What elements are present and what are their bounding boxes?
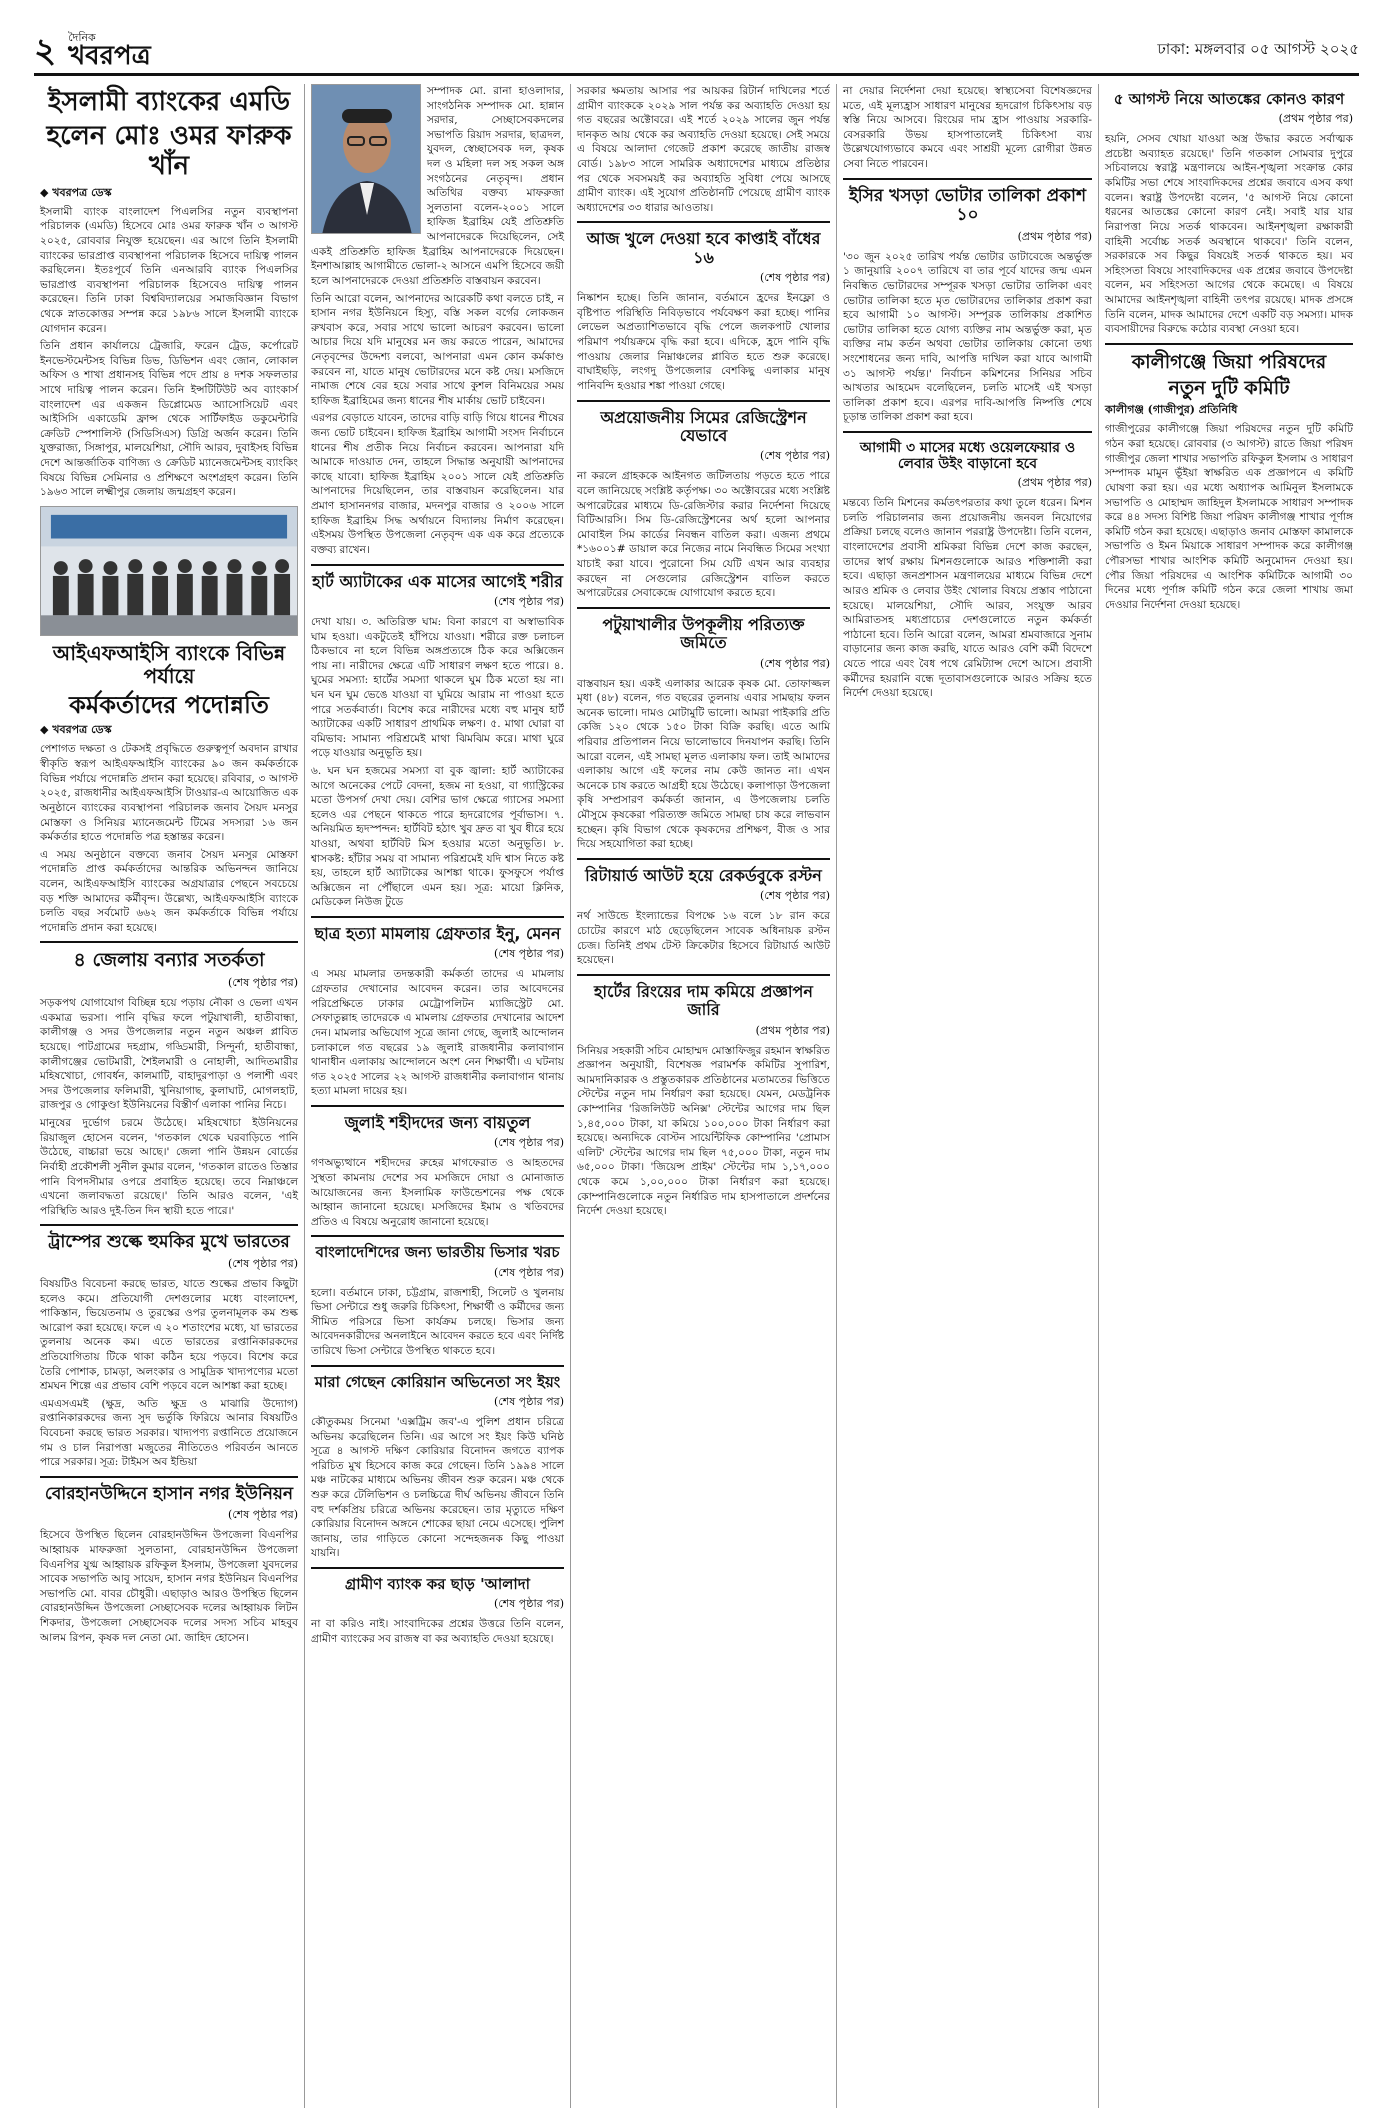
- masthead: [34, 28, 1359, 76]
- story-kaliganj-headline-1: কালীগঞ্জে জিয়া পরিষদের: [1131, 350, 1327, 373]
- story-ific: [40, 642, 298, 936]
- story-md-body-1: ইসলামী ব্যাংক বাংলাদেশ পিএলসির নতুন ব্যবস্থাপনা পরিচালক (এমডি) হিসেবে মোঃ ওমর ফারুক খাঁন ৩ আগস্ট ২০২৫, রোববার নিযুক্ত হয়েছেন। এর আগে তিনি ইসলামী ব্যাংকের ভারপ্রাপ্ত ব্যবস্থাপনা পরিচালক হিসেবে দায়িত্ব পালন করছিলেন। ইতঃপূর্বে তিনি এনআরবি ব্যাংক পিএলসির ভারপ্রাপ্ত ব্যবস্থাপনা পরিচালক হিসেবেও দায়িত্ব পালন করেছেন। তিনি ঢাকা বিশ্ববিদ্যালয়ের সমাজবিজ্ঞান বিভাগ থেকে স্নাতকোত্তর সম্পন্ন করে ১৯৮৬ সালে ইসলামী ব্যাংকে যোগদান করেন।: [40, 205, 298, 335]
- story-patuakhali: [577, 607, 830, 852]
- story-patuakhali-body-1: বাস্তবায়ন হয়। একই এলাকার আরেক কৃষক মো. তোফাজ্জল মৃধা (৪৮) বলেন, গত বছরের তুলনায় এবার সামছায় ফলন অনেক ভালো। দামও মোটামুটি ভালো। আমরা পাইকারি প্রতি কেজি ১২০ থেকে ১৫০ টাকা বিক্রি করছি। এতে আমি পরিবার প্রতিপালন নিয়ে ভালোভাবে দিনযাপন করছি। তিনি আরো বলেন, এই সামছা মূলত এলাকায় ফল। তাই আমাদের এলাকায় আগে এই ফলের নাম কেউ জানত না। এখন অনেকে চাষ করতে আগ্রহী হয়ে উঠেছে। কলাপাড়া উপজেলা কৃষি সম্প্রসারণ কর্মকর্তা জানান, এ উপজেলায় চলতি মৌসুমে কৃষকেরা পরিত্যক্ত জমিতে সামছা চাষ করে লাভবান হচ্ছেন। কৃষি বিভাগ থেকে কৃষকদের প্রশিক্ষণ, বীজ ও সার দিয়ে সহযোগিতা করা হচ্ছে।: [577, 677, 830, 851]
- story-flood: [40, 941, 298, 1218]
- story-mission-body-1: মন্তব্যে তিনি মিশনের কর্মতৎপরতার কথা তুলে ধরেন। মিশন চলতি পরিচালনার জন্য প্রয়োজনীয় জনবল নিয়োগের প্রক্রিয়া চলছে বলেও জানান পররাষ্ট্র উপদেষ্টা। তিনি বলেন, বাংলাদেশের প্রবাসী শ্রমিকরা বিভিন্ন দেশে কাজ করছেন, তাদের স্বার্থ রক্ষায় মিশনগুলোকে আরও শক্তিশালী করা হবে। এছাড়া জনপ্রশাসন মন্ত্রণালয়ের মাধ্যমে বিভিন্ন দেশে আরও শ্রমিক ও লেবার উইং খোলার বিষয়ে প্রস্তাব পাঠানো হয়েছে। মালয়েশিয়া, সৌদি আরব, সংযুক্ত আরব আমিরাতসহ মধ্যপ্রাচ্যের দেশগুলোতে নতুন কর্মকর্তা পাঠানো হবে। তিনি আরো বলেন, আমরা শ্রমবাজারে সুনাম বাড়ানোর জন্য কাজ করছি, যাতে আরও বেশি কর্মী বিদেশে যেতে পারে এবং বৈধ পথে রেমিট্যান্স দেশে আসে। প্রবাসী কর্মীদের হয়রানি বন্ধে দূতাবাসগুলোকে আরও সক্রিয় হতে নির্দেশ দেওয়া হয়েছে।: [843, 497, 1092, 700]
- story-korea-body-1: কৌতুকময় সিনেমা 'এক্সট্রিম জব'-এ পুলিশ প্রধান চরিত্রে অভিনয় করেছিলেন তিনি। এর আগে সং ইয়ং কিউ ঘনিষ্ঠ সূত্রে ৪ আগস্ট দক্ষিণ কোরিয়ার বিনোদন জগতে ব্যাপক পরিচিত মুখ হিসেবে কাজ করে গেছেন। তিনি ১৯৯৪ সালে মঞ্চ নাটকের মাধ্যমে অভিনয় জীবন শুরু করেন। মঞ্চ থেকে শুরু করে টেলিভিশন ও চলচ্চিত্রে দীর্ঘ অভিনয় জীবনে তিনি বহু দর্শকপ্রিয় চরিত্রে অভিনয় করেছেন। তার মৃত্যুতে দক্ষিণ কোরিয়ার বিনোদন অঙ্গনে শোকের ছায়া নেমে এসেছে। পুলিশ জানায়, তার গাড়িতে কোনো সন্দেহজনক কিছু পাওয়া যায়নি।: [311, 1415, 564, 1560]
- story-trump-headline: ট্রাম্পের শুল্কে হুমকির মুখে ভারতের: [48, 1232, 290, 1253]
- story-md-byline: ◆ খবরপত্র ডেস্ক: [40, 185, 112, 199]
- story-aug5: [1105, 84, 1353, 337]
- story-aug5-headline: ৫ আগস্ট নিয়ে আতঙ্কের কোনও কারণ: [1113, 90, 1345, 108]
- story-inu: [311, 916, 564, 1099]
- story-retired: [577, 858, 830, 968]
- story-sim-body-1: না করলে গ্রাহককে আইনগত জটিলতায় পড়তে হতে পারে বলে জানিয়েছে সংশ্লিষ্ট কর্তৃপক্ষ। ৩০ অক্টোবরের মধ্যে সংশ্লিষ্ট অপারেটরের মাধ্যমে ডি-রেজিস্টার করার নির্দেশনা দিয়েছে বিটিআরসি। সিম ডি-রেজিস্ট্রেশনের অর্থ হলো আপনার মোবাইল সিম কার্ডের নিবন্ধন বাতিল করা। এজন্য প্রথমে *১৬০০১# ডায়াল করে নিজের নামে নিবন্ধিত সিমের সংখ্যা যাচাই করা যাবে। পুরোনো সিম যেটি এখন আর ব্যবহার করছেন না সেগুলোর রেজিস্ট্রেশন বাতিল করতে অপারেটরের সেবাকেন্দ্রে যোগাযোগ করতে হবে।: [577, 470, 830, 600]
- story-grameen-cont: (শেষ পৃষ্ঠার পর): [493, 1597, 564, 1611]
- masthead-left: [34, 32, 151, 69]
- column-3: [570, 84, 836, 2108]
- story-inu-headline: ছাত্র হত্যা মামলায় গ্রেফতার ইনু, মেনন: [314, 924, 561, 944]
- story-ific-byline: ◆ খবরপত্র ডেস্ক: [40, 723, 112, 737]
- story-retired-body-1: নর্থ সাউন্ডে ইংল্যান্ডের বিপক্ষে ১৬ বলে ১৮ রান করে চোটের কারণে মাঠ ছেড়েছিলেন সাবেক অধিনায়ক রস্টন চেজ। তিনিই প্রথম টেস্ট ক্রিকেটার হিসেবে রিটায়ার্ড আউট হয়েছেন।: [577, 910, 830, 967]
- story-ific-body-2: এ সময় অনুষ্ঠানে বক্তব্যে জনাব সৈয়দ মনসুর মোস্তফা পদোন্নতি প্রাপ্ত কর্মকর্তাদের আন্তরিক অভিনন্দন জানিয়ে বলেন, আইএফআইসি ব্যাংকের অগ্রযাত্রার পেছনে সবচেয়ে বড় শক্তি আমাদের কর্মীবৃন্দ। উল্লেখ্য, আইএফআইসি ব্যাংকে চলতি বছর সর্বমোট ৬৬২ জন কর্মকর্তাকে বিভিন্ন পর্যায়ে পদোন্নতি প্রদান করা হয়েছে।: [40, 848, 298, 934]
- story-md: [34, 88, 304, 500]
- story-mission-headline: আগামী ৩ মাসের মধ্যে ওয়েলফেয়ার ও লেবার উইং বাড়ানো হবে: [859, 440, 1076, 473]
- story-voter-cont: (প্রথম পৃষ্ঠার পর): [1017, 229, 1092, 243]
- story-voter-body-1: '৩০ জুন ২০২৫ তারিখ পর্যন্ত ভোটার ডাটাবেজে অন্তর্ভুক্ত ১ জানুয়ারি ২০০৭ তারিখে বা তার পূর্বে যাদের জন্ম এমন নিবন্ধিত ভোটারদের সম্পূরক খসড়া ভোটার তালিকা এবং ভোটার তালিকা হতে মৃত ভোটারদের তালিকার প্রকাশ করা হবে আগামী ১০ আগস্ট। সম্পূরক তালিকায় প্রকাশিত ভোটার তালিকা হতে যোগ্য ব্যক্তির নাম অন্তর্ভুক্ত করা, মৃত ব্যক্তির নাম কর্তন অথবা ভোটার তালিকায় কোনো তথ্য সংশোধনের জন্য দাবি, আপত্তি দাখিল করা যাবে আগামী ৩১ আগস্ট পর্যন্ত।' নির্বাচন কমিশনের সিনিয়র সচিব আখতার আহমেদ বলেছিলেন, চলতি মাসেই এই খসড়া তালিকা প্রকাশ হবে। এরপর দাবি-আপত্তি নিষ্পত্তি শেষে চূড়ান্ত তালিকা প্রকাশ করা হবে।: [843, 250, 1092, 424]
- ific-group-photo: [40, 506, 298, 636]
- story-heart-body-1: দেখা যায়। ৩. অতিরিক্ত ঘাম: বিনা কারণে বা অস্বাভাবিক ঘাম হওয়া। একটুতেই হাঁপিয়ে যাওয়া। শরীরে রক্ত চলাচল ঠিকভাবে না হলে বিভিন্ন অঙ্গপ্রত্যঙ্গে ঠিক করে অক্সিজেন পায় না। নারীদের ক্ষেত্রে এটি সাধারণ লক্ষণ হতে পারে। ৪. ঘুমের সমস্যা: হার্টের সমস্যা থাকলে ঘুম ঠিক মতো হয় না। ঘন ঘন ঘুম ভেঙে যাওয়া বা ঘুমিয়ে আরাম না পাওয়া হতে পারে সতর্কবার্তা। বিশেষ করে নারীদের মধ্যে বহু মানুষ হার্ট অ্যাটাকের একটি সাধারণ প্রাথমিক লক্ষণ। ৫. মাথা ঘোরা বা বমিভাব: সামান্য পরিশ্রমেই মাথা ঝিমঝিম করে। মাথা ঘুরে পড়ে যাওয়ার অনুভূতি হয়।: [311, 615, 564, 760]
- story-sim: [577, 400, 830, 601]
- story-borhan: [40, 1476, 298, 1645]
- dateline: ঢাকা: মঙ্গলবার ০৫ আগস্ট ২০২৫: [1157, 40, 1359, 58]
- story-heart-headline: হার্ট অ্যাটাকের এক মাসের আগেই শরীর: [312, 571, 563, 591]
- col2-body-3: এরপর বেড়াতে যাবেন, তাদের বাড়ি বাড়ি গিয়ে ধানের শীষের জন্য ভোট চাইবেন। হাফিজ ইব্রাহিম আগামী সংসদ নির্বাচনে ধানের শীষ প্রতীক নিয়ে নির্বাচন করবেন। আপনারা যদি আমাকে দাওয়াত দেন, তাহলে সিদ্ধান্ত অনুযায়ী আপনাদের কাছে যাবো। হাফিজ ইব্রাহিম ২০০১ সালে যেই প্রতিশ্রুতি আপনাদের দিয়েছিলেন, তার বাস্তবায়ন করেছিলেন। যার প্রমাণ হাসাননগর বাজার, মদনপুর বাজার ও ২০০৬ সালে হাফিজ ইব্রাহিম সিদ্ধ অর্থায়নে বিদ্যালয় নির্মাণ করেছেন। এইসময় উপস্থিত উপজেলা নেতৃবৃন্দ এক এক করে প্রত্যেকে বক্তব্য রাখেন।: [311, 412, 564, 556]
- story-kaptai-body-1: নিষ্কাশন হচ্ছে। তিনি জানান, বর্তমানে হ্রদের ইনফ্লো ও বৃষ্টিপাত পরিস্থিতি নিবিড়ভাবে পর্যবেক্ষণ করা হচ্ছে। পানির লেভেল অপ্রত্যাশিতভাবে বৃদ্ধি পেলে জলকপাট খোলার পরিমাণ পর্যায়ক্রমে বৃদ্ধি করা হবে। এদিকে, হ্রদে পানি বৃদ্ধি পাওয়ায় জেলার নিম্নাঞ্চলের প্লাবিত হতে শুরু করেছে। বাঘাইছড়ি, লংগদু উপজেলার বেশকিছু এলাকার মানুষ পানিবন্দি হওয়ার শঙ্কা পাওয়া গেছে।: [577, 292, 830, 392]
- story-heart-ring-cont: (প্রথম পৃষ্ঠার পর): [755, 1023, 830, 1037]
- story-md-body-2: তিনি প্রধান কার্যালয়ে ট্রেজারি, ফরেন ট্রেড, কর্পোরেট ইনভেস্টমেন্টসহ বিভিন্ন ডিভ, ডিভিশন এবং জোন, লোকাল অফিস ও শাখা প্রধানসহ বিভিন্ন পদে প্রায় ৪ দশক সফলতার সাথে দায়িত্ব পালন করেন। তিনি ইন্সটিটিউট অব ব্যাংকার্স বাংলাদেশ এর একজন ডিপ্লোমেড অ্যাসোসিয়েট এবং আইসিসি একাডেমি ফ্রান্স থেকে সার্টিফাইড ডকুমেন্টারি ক্রেডিট স্পেশালিস্ট (সিডিসিএস) ডিগ্রি অর্জন করেন। তিনি যুক্তরাজ্য, সিঙ্গাপুর, মালয়েশিয়া, সৌদি আরব, দুবাইসহ বিভিন্ন দেশে আন্তর্জাতিক বাণিজ্য ও ক্রেডিট ম্যানেজমেন্টসহ ব্যাংকিং বিষয়ে বিভিন্ন সেমিনার ও প্রশিক্ষণে অংশগ্রহণ করেন। তিনি ১৯৬৩ সালে লক্ষ্মীপুর জেলায় জন্মগ্রহণ করেন।: [40, 340, 298, 499]
- story-july-body-1: গণঅভ্যুত্থানে শহীদদের রুহের মাগফেরাত ও আহতদের সুস্থতা কামনায় দেশের সব মসজিদে দোয়া ও মোনাজাত আয়োজনের জন্য ইসলামিক ফাউন্ডেশনের পক্ষ থেকে আহ্বান জানানো হয়েছে। মসজিদের ইমাম ও খতিবদের প্রতিও এ বিষয়ে অনুরোধ জানানো হয়েছে।: [311, 1157, 564, 1228]
- story-mission: [843, 431, 1092, 701]
- story-md-headline-1: ইসলামী ব্যাংকের এমডি: [47, 87, 291, 117]
- story-grameen-headline: গ্রামীণ ব্যাংক কর ছাড় 'আলাদা: [345, 1575, 530, 1594]
- story-trump-body-2: এমএসএমই (ক্ষুদ্র, অতি ক্ষুদ্র ও মাঝারি উদ্যোগ) রপ্তানিকারকদের জন্য সুদ ভর্তুকি ফিরিয়ে আনার বিষয়টিও বিবেচনা করছে ভারত সরকার। খাদ্যপণ্য রপ্তানিতে প্রয়োজনে গম ও চাল নিরাপত্তা মজুতের নীতিতেও পরিবর্তন আনতে পারে সরকার। সূত্র: টাইমস অব ইন্ডিয়া: [40, 1397, 298, 1469]
- omar-faruk-photo: [311, 84, 421, 234]
- story-korea: [311, 1365, 564, 1561]
- story-ific-headline-2: কর্মকর্তাদের পদোন্নতি: [69, 690, 269, 719]
- story-flood-headline: ৪ জেলায় বন্যার সতর্কতা: [73, 949, 265, 972]
- story-heart: [311, 564, 564, 911]
- story-borhan-headline: বোরহানউদ্দিনে হাসান নগর ইউনিয়ন: [44, 1483, 294, 1504]
- group-photo-illustration: [41, 507, 297, 635]
- paper-logo: [68, 32, 151, 69]
- story-borhan-body-1: হিসেবে উপস্থিত ছিলেন বোরহানউদ্দিন উপজেলা বিএনপির আহ্বায়ক মাফরুজা সুলতানা, বোরহানউদ্দিন উপজেলা বিএনপির যুগ্ম আহ্বায়ক রফিকুল ইসলাম, উপজেলা যুবদলের সাবেক সভাপতি আবু সায়েদ, হাসান নগর ইউনিয়ন বিএনপির সভাপতি মো. বাবর চৌধুরী। এছাড়াও আরও উপস্থিত ছিলেন বোরহানউদ্দিন উপজেলা সেচ্ছাসেবক দলের আহ্বায়ক লিটন শিকদার, উপজেলা সেচ্ছাসেবক দলের সদস্য সচিব মাহবুব আলম রিপন, কৃষক দল নেতা মো. জাহিদ হোসেন।: [40, 1529, 298, 1644]
- paper-logo-name: খবরপত্র: [68, 41, 151, 71]
- story-retired-headline: রিটায়ার্ড আউট হয়ে রেকর্ডবুকে রস্টন: [585, 865, 822, 885]
- story-patuakhali-headline: পটুয়াখালীর উপকূলীয় পরিত্যক্ত জমিতে: [602, 614, 805, 653]
- story-july-cont: (শেষ পৃষ্ঠার পর): [493, 1136, 564, 1150]
- story-trump: [40, 1224, 298, 1469]
- paper-logo-small: দৈনিক: [68, 31, 96, 44]
- col2-body-1: সম্পাদক মো. রানা হাওলাদার, সাংগঠনিক সম্পাদক মো. হান্নান সরদার, সেচ্ছাসেবকদলের সভাপতি রিয়াদ সরদার, ছাত্রদল, যুবদল, স্বেচ্ছাসেবক দল, কৃষক দল ও মহিলা দল সহ সকল অঙ্গ সংগঠনের নেতৃবৃন্দ। প্রধান অতিথির বক্তব্য মাফরুজা সুলতানা বলেন-২০০১ সালে হাফিজ ইব্রাহিম যেই প্রতিশ্রুতি আপনাদেরকে দিয়েছিলেন, সেই একই প্রতিশ্রুতি হাফিজ ইব্রাহিম আপনাদেরকে দিয়েছেন। ইনশাআল্লাহ আগামীতে ভোলা-২ আসনে এমপি হিসেবে জয়ী হলে আপনাদেরকে দেওয়া প্রতিশ্রুতি বাস্তবায়ন করবেন।: [311, 85, 564, 287]
- newspaper-page: [34, 28, 1359, 2108]
- story-kaliganj-headline-2: নতুন দুটি কমিটি: [1168, 376, 1290, 399]
- columns: [34, 84, 1359, 2108]
- story-inu-cont: (শেষ পৃষ্ঠার পর): [493, 947, 564, 961]
- story-heart-ring-headline: হার্টের রিংয়ের দাম কমিয়ে প্রজ্ঞাপন জারি: [594, 981, 813, 1020]
- story-july-headline: জুলাই শহীদদের জন্য বায়তুল: [344, 1112, 531, 1132]
- story-kaptai: [577, 221, 830, 393]
- story-sim-headline: অপ্রয়োজনীয় সিমের রেজিস্ট্রেশন যেভাবে: [600, 407, 807, 445]
- story-kaptai-cont: (শেষ পৃষ্ঠার পর): [759, 271, 830, 285]
- col4-body-1: না দেয়ার নির্দেশনা দেয়া হয়েছে। স্বাস্থ্যসেবা বিশেষজ্ঞদের মতে, এই মূল্যহ্রাস সাধারণ মানুষের হৃদরোগ চিকিৎসায় বড় স্বস্তি নিয়ে আসবে। রিংয়ের দাম হ্রাস পাওয়ায় সরকারি-বেসরকারি উভয় হাসপাতালেই চিকিৎসা ব্যয় উল্লেখযোগ্যভাবে কমবে এবং সাশ্রয়ী মূল্যে রোগীরা উন্নত সেবা নিতে পারবেন।: [843, 85, 1092, 171]
- story-trump-body-1: বিষয়টিও বিবেচনা করছে ভারত, যাতে শুল্কের প্রভাব কিছুটা হলেও কমে। প্রতিযোগী দেশগুলোর মধ্যে বাংলাদেশ, পাকিস্তান, ভিয়েতনাম ও তুরস্কের ওপর তুলনামূলক কম শুল্ক আরোপ করা হয়েছে। ফলে এ ২০ শতাংশের মধ্যে, যা ভারতের তুলনায় অনেক কম। এতে ভারতের রপ্তানিকারকদের প্রতিযোগিতায় টিকে থাকা কঠিন হয়ে পড়বে। বিশেষ করে তৈরি পোশাক, চামড়া, অলংকার ও সামুদ্রিক খাদ্যপণ্যের মতো শ্রমঘন শিল্পে এর প্রভাব বেশি পড়বে বলে আশঙ্কা করা হচ্ছে।: [40, 1277, 298, 1393]
- story-korea-headline: মারা গেছেন কোরিয়ান অভিনেতা সং ইয়ং: [314, 1372, 561, 1391]
- story-heart-ring: [577, 974, 830, 1219]
- story-kaliganj-byline: কালীগঞ্জ (গাজীপুর) প্রতিনিধি: [1105, 403, 1238, 417]
- page-number: ২: [34, 30, 57, 71]
- column-4: [836, 84, 1098, 2108]
- story-voter-headline: ইসির খসড়া ভোটার তালিকা প্রকাশ ১০: [848, 185, 1087, 226]
- story-kaptai-headline: আজ খুলে দেওয়া হবে কাপ্তাই বাঁধের ১৬: [586, 229, 821, 267]
- story-ific-headline-1: আইএফআইসি ব্যাংকে বিভিন্ন পর্যায়ে: [52, 640, 286, 688]
- story-ific-body-1: পেশাগত দক্ষতা ও টেকসই প্রবৃদ্ধিতে গুরুত্বপূর্ণ অবদান রাখার স্বীকৃতি স্বরূপ আইএফআইসি ব্যাংকের ৯০ জন কর্মকর্তাকে বিভিন্ন পর্যায়ে পদোন্নতি প্রদান করা হয়েছে। রবিবার, ৩ আগস্ট ২০২৫, রাজধানীর আইএফআইসি টাওয়ার-এ আয়োজিত এক অনুষ্ঠানে ব্যাংকের ব্যবস্থাপনা পরিচালক জনাব সৈয়দ মনসুর মোস্তফা ও সিনিয়র ম্যানেজমেন্ট টিমের সদস্যরা ১৬ জন কর্মকর্তার হাতে পদোন্নতি পত্র হস্তান্তর করেন।: [40, 743, 298, 844]
- column-1: [34, 84, 304, 2108]
- story-md-headline-2: হলেন মোঃ ওমর ফারুক খাঁন: [46, 120, 292, 181]
- story-flood-cont: (শেষ পৃষ্ঠার পর): [227, 976, 298, 990]
- col3-body-1: সরকার ক্ষমতায় আসার পর আয়কর রিটার্ন দাখিলের শর্তে গ্রামীণ ব্যাংককে ২০২৯ সাল পর্যন্ত কর অব্যাহতি দেওয়া হয় গত বছরের অক্টোবরে। এই শর্তে ২০২৯ সালের জুন পর্যন্ত দানকৃত আয় থেকে কর অব্যাহতি দেওয়া হয়েছে। সেই সময়ে এ বিষয়ে আলাদা গেজেট প্রকাশ করেছে জাতীয় রাজস্ব বোর্ড। ১৯৮৩ সালে সামরিক অধ্যাদেশের মাধ্যমে প্রতিষ্ঠার পর থেকে সবসময়ই কর অব্যাহতি সুবিধা পেয়ে আসছে গ্রামীণ ব্যাংক। এই সুযোগ প্রতিষ্ঠানটি পেয়েছে গ্রামীণ ব্যাংক অধ্যাদেশের ৩৩ ধারার আওতায়।: [577, 85, 830, 214]
- story-sim-cont: (শেষ পৃষ্ঠার পর): [759, 449, 830, 463]
- story-aug5-cont: (প্রথম পৃষ্ঠার পর): [1278, 112, 1353, 126]
- story-mission-cont: (প্রথম পৃষ্ঠার পর): [1017, 476, 1092, 490]
- story-patuakhali-cont: (শেষ পৃষ্ঠার পর): [759, 656, 830, 670]
- portrait-illustration: [312, 85, 421, 234]
- story-flood-body-2: মানুষের দুর্ভোগ চরমে উঠেছে। মহিষখোচা ইউনিয়নের রিয়াজুল হোসেন বলেন, 'গতকাল থেকে ঘরবাড়িতে পানি উঠেছে, বাচ্চারা ভয়ে আছে।' জেলা পানি উন্নয়ন বোর্ডের নির্বাহী প্রকৌশলী সুনীল কুমার বলেন, 'গতকাল রাতেও তিস্তার পানি বিপদসীমার ওপরে প্রবাহিত হয়েছে। তবে নিম্নাঞ্চলে এখনো জলাবদ্ধতা রয়েছে।' তিনি আরও বলেন, 'এই পরিস্থিতি আরও দুই-তিন দিন স্থায়ী হতে পারে।': [40, 1117, 298, 1217]
- story-voter: [843, 178, 1092, 425]
- story-borhan-cont: (শেষ পৃষ্ঠার পর): [227, 1508, 298, 1522]
- story-grameen-body-1: না বা করিও নাই। সাংবাদিকের প্রশ্নের উত্তরে তিনি বলেন, গ্রামীণ ব্যাংকের সব রাজস্ব বা কর অব্যাহতি দেওয়া হয়েছে।: [311, 1618, 564, 1645]
- story-flood-body-1: সড়কপথ যোগাযোগ বিচ্ছিন্ন হয়ে পড়ায় নৌকা ও ভেলা এখন একমাত্র ভরসা। পানি বৃদ্ধির ফলে পটুয়াখালী, হাতীবান্ধা, কালীগঞ্জ ও সদর উপজেলার নতুন নতুন অঞ্চল প্লাবিত হয়েছে। পাটগ্রামের দহগ্রাম, গড্ডিমারী, সিন্দুর্না, হাতীবান্ধা, কালীগঞ্জের ভোটমারী, শৈইলমারী ও নোহালী, আদিতমারীর মহিষখোচা, গোবর্ধন, কালমাটি, বাহাদুরপাড়া ও পলাশী এবং সদর উপজেলার ফলিমারী, খুনিয়াগাছ, কুলাঘাট, মোগলহাট, রাজপুর ও গোকুণ্ডা ইউনিয়নের বিস্তীর্ণ এলাকা পানির নিচে।: [40, 997, 298, 1112]
- story-july: [311, 1105, 564, 1229]
- story-kaliganj: [1105, 343, 1353, 613]
- story-korea-cont: (শেষ পৃষ্ঠার পর): [493, 1394, 564, 1408]
- story-inu-body-1: এ সময় মামলার তদন্তকারী কর্মকর্তা তাদের এ মামলায় গ্রেফতার দেখানোর আবেদন করেন। তার আবেদনের পরিপ্রেক্ষিতে ঢাকার মেট্রোপলিটন ম্যাজিস্ট্রেট মো. সেফাতুল্লাহ তাদেরকে এ মামলায় গ্রেফতার দেখানোর আদেশ দেন। মামলার অভিযোগ সূত্রে জানা গেছে, জুলাই আন্দোলন চলাকালে গত বছরের ১৯ জুলাই রাজধানীর কলাবাগান থানাধীন এলাকায় আন্দোলনে অংশ নেন শিক্ষার্থী। এ ঘটনায় গত ২০২৫ সালের ২২ আগস্ট রাজধানীর কলাবাগান থানায় হত্যা মামলা দায়ের হয়।: [311, 968, 564, 1098]
- story-heart-body-2: ৬. ঘন ঘন হজমের সমস্যা বা বুক জ্বালা: হার্ট অ্যাটাকের আগে অনেকের পেটে বেদনা, হজম না হওয়া, বা গ্যাস্ট্রিকের মতো উপসর্গ দেখা দেয়। বেশির ভাগ ক্ষেত্রে গ্যাসের সমস্যা হলেও এর পেছনে থাকতে পারে হৃদরোগের পূর্বাভাস। ৭. অনিয়মিত হৃদস্পন্দন: হার্টবিট হঠাৎ খুব দ্রুত বা খুব ধীরে হয়ে যাওয়া, অথবা হার্টবিট মিস হওয়ার মতো অনুভূতি। ৮. শ্বাসকষ্ট: হাঁটার সময় বা সামান্য পরিশ্রমেই যদি শ্বাস নিতে কষ্ট হয়, তাহলে হার্ট অ্যাটাকের আশঙ্কা থাকে। ফুসফুসে পর্যাপ্ত অক্সিজেন না পৌঁছালে এমন হয়। সূত্র: মায়ো ক্লিনিক, মেডিকেল নিউজ টুডে: [311, 764, 564, 909]
- story-visa-cont: (শেষ পৃষ্ঠার পর): [493, 1265, 564, 1279]
- story-visa-headline: বাংলাদেশিদের জন্য ভারতীয় ভিসার খরচ: [315, 1243, 560, 1262]
- story-visa-body-1: হলো। বর্তমানে ঢাকা, চট্টগ্রাম, রাজশাহী, সিলেট ও খুলনায় ভিসা সেন্টারে শুধু জরুরি চিকিৎসা, শিক্ষার্থী ও কর্মীদের জন্য সীমিত পরিসরে ভিসা কার্যক্রম চলছে। ভিসার জন্য আবেদনকারীদের অনলাইনে আবেদন করতে হবে এবং নির্দিষ্ট তারিখে ভিসা সেন্টারে উপস্থিত থাকতে হবে।: [311, 1286, 564, 1358]
- story-kaliganj-body-1: গাজীপুরের কালীগঞ্জে জিয়া পরিষদের নতুন দুটি কমিটি গঠন করা হয়েছে। রোববার (৩ আগস্ট) রাতে জিয়া পরিষদ গাজীপুর জেলা শাখার সভাপতি রফিকুল ইসলাম ও সাধারণ সম্পাদক মামুন ভূঁইয়া স্বাক্ষরিত এক প্রজ্ঞাপনে এ কমিটি ঘোষণা করা হয়। এর মধ্যে অধ্যাপক আমিনুল ইসলামকে সভাপতি ও মোহাম্মদ জাহিদুল ইসলামকে সাধারণ সম্পাদক করে ৪৪ সদস্য বিশিষ্ট জিয়া পরিষদ কালীগঞ্জ শাখার পূর্ণাঙ্গ কমিটি গঠন করা হয়েছে। এছাড়াও জনাব মোস্তফা কামালকে সভাপতি ও ইমন মিয়াকে সাধারণ সম্পাদক করে কালীগঞ্জ পৌরসভা শাখার আংশিক কমিটি অনুমোদন দেওয়া হয়। পৌর জিয়া পরিষদের এ আংশিক কমিটিকে আগামী ৩০ দিনের মধ্যে পূর্ণাঙ্গ কমিটি গঠন করে জেলা শাখায় জমা দেওয়ার নির্দেশনা দেওয়া হয়েছে।: [1105, 423, 1353, 611]
- story-grameen: [311, 1567, 564, 1646]
- column-5: [1098, 84, 1359, 2108]
- story-heart-cont: (শেষ পৃষ্ঠার পর): [493, 594, 564, 608]
- story-aug5-body-1: হয়নি, সেসব খোয়া যাওয়া অস্ত্র উদ্ধার করতে সর্বাত্মক প্রচেষ্টা অব্যাহত রয়েছে।' তিনি গতকাল সোমবার দুপুরে সচিবালয়ে স্বরাষ্ট্র মন্ত্রণালয়ে আইন-শৃঙ্খলা সংক্রান্ত কোর কমিটির সভা শেষে সাংবাদিকদের প্রশ্নের জবাবে এসব কথা বলেন। স্বরাষ্ট্র উপদেষ্টা বলেন, '৫ আগস্ট নিয়ে কোনো ধরনের আতঙ্কের কোনো কারণ নেই। সবাই যার যার নিরাপত্তা নিয়ে সতর্ক থাকবেন। আইনশৃঙ্খলা রক্ষাকারী বাহিনী সর্বোচ্চ সতর্ক অবস্থানে থাকবে।' তিনি বলেন, সরকারকে সব কিছুর বিষয়েই সতর্ক থাকতে হয়। মব সহিংসতা বিষয়ে সাংবাদিকদের এক প্রশ্নের জবাবে উপদেষ্টা বলেন, মব সহিংসতা আগের থেকে কমেছে। এ বিষয়ে আমাদের আইনশৃঙ্খলা বাহিনী তৎপর রয়েছে। মাদক প্রসঙ্গে তিনি বলেন, মাদক আমাদের দেশে একটি বড় সমস্যা। মাদক ব্যবসায়ীদের বিরুদ্ধে কঠোর ব্যবস্থা নেওয়া হবে।: [1105, 133, 1353, 336]
- story-visa: [311, 1235, 564, 1358]
- story-trump-cont: (শেষ পৃষ্ঠার পর): [227, 1256, 298, 1270]
- col2-body-2: তিনি আরো বলেন, আপনাদের আরেকটি কথা বলতে চাই, ন হাসান নগর ইউনিয়নে হিস্যু, বস্তি সকল বর্গের লোকজন রুখবাস করে, সবার সাথে ভালো আচরণ করবেন। ভালো আচার দিয়ে যদি মানুষের মন জয় করতে পারেন, আমাদের নেতৃবৃন্দের উদ্দেশ্য বলবো, আপনারা এমন কোন কর্মকাণ্ড করবেন না, যাতে মানুষ ভোটারদের মনে কষ্ট দেয়। মসজিদে নামাজ শেষে বের হয়ে সবার সাথে কুশল বিনিময়ের সময় হাফিজ ইব্রাহিমের জন্য ধানের শীষ মার্কায় ভোট চাইবেন।: [311, 292, 564, 407]
- story-retired-cont: (শেষ পৃষ্ঠার পর): [759, 889, 830, 903]
- story-heart-ring-body-1: সিনিয়র সহকারী সচিব মোহাম্মদ মোস্তাফিজুর রহমান স্বাক্ষরিত প্রজ্ঞাপন অনুযায়ী, বিশেষজ্ঞ পরামর্শক কমিটির সুপারিশ, আমদানিকারক ও প্রস্তুতকারক প্রতিষ্ঠানের মতামতের ভিত্তিতে স্টেন্টের নতুন দাম নির্ধারণ করা হয়েছে। যেমন, মেডট্রনিক কোম্পানির 'রিজলিউট অনিক্স' স্টেন্টের আগের দাম ছিল ১,৪৫,০০০ টাকা, যা কমিয়ে ১০০,০০০ টাকা নির্ধারণ করা হয়েছে। অন্যদিকে বোস্টন সায়েন্টিফিক কোম্পানির 'প্রোমাস এলিট' স্টেন্টের আগের দাম ছিল ৭৫,০০০ টাকা, নতুন দাম ৬৫,০০০ টাকা। 'জিয়েন্স প্রাইম' স্টেন্টের দাম ১,১৭,০০০ থেকে কমে ১,০০,০০০ টাকা নির্ধারণ করা হয়েছে। কোম্পানিগুলোকে নতুন নির্ধারিত দাম হাসপাতালে প্রদর্শনের নির্দেশ দেওয়া হয়েছে।: [577, 1044, 830, 1218]
- column-2: [304, 84, 570, 2108]
